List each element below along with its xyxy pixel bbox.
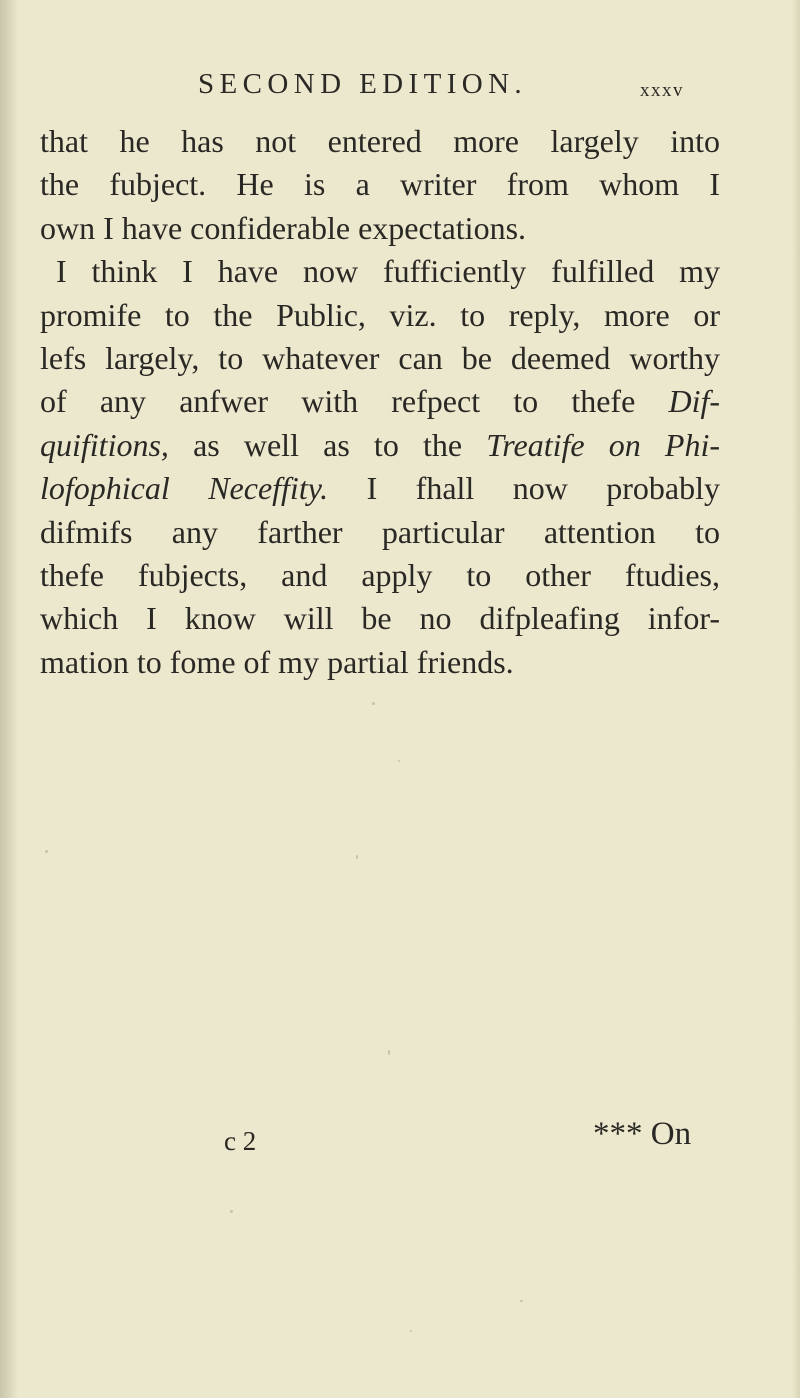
- page-edge: [792, 0, 800, 1398]
- text-line-8: [40, 424, 720, 467]
- italic-title-disquisitions-end: quifitions,: [40, 426, 169, 463]
- text-line-7: [40, 380, 720, 423]
- text-line-7-roman: of any anfwer with refpect to thefe: [40, 383, 636, 420]
- text-line-4: I think I have now fufficiently fulfilled my: [56, 253, 720, 290]
- text-line-2: the fubject. He is a writer from whom I: [40, 166, 720, 203]
- text-line-11: thefe fubjects, and apply to other ftudies,: [40, 556, 720, 593]
- running-head: [0, 68, 800, 108]
- text-line-5: promife to the Public, viz. to reply, more or: [40, 296, 720, 333]
- body-paragraphs: [40, 120, 720, 684]
- text-line-1: that he has not entered more largely into: [40, 123, 720, 159]
- italic-title-treatise-start: Treatife on Phi-: [486, 426, 721, 463]
- text-line-10: difmifs any farther particular attention to: [40, 513, 720, 550]
- italic-title-disquisitions-start: Dif-: [668, 383, 721, 420]
- text-line-13: mation to fome of my partial friends.: [40, 643, 514, 680]
- page-number: xxxv: [640, 80, 684, 101]
- italic-title-treatise-end: lofophical Neceffity.: [40, 470, 329, 507]
- page-gutter-shadow: [0, 0, 18, 1398]
- text-line-8-roman: as well as to the: [193, 426, 463, 463]
- running-head-title: SECOND EDITION.: [198, 68, 528, 100]
- text-line-6: lefs largely, to whatever can be deemed worthy: [40, 339, 720, 376]
- text-line-12: which I know will be no difpleafing infor-: [40, 600, 720, 637]
- text-line-9-roman: I fhall now probably: [366, 470, 721, 507]
- text-line-3: own I have confiderable expectations.: [40, 209, 527, 246]
- catchword: *** On: [593, 1116, 692, 1152]
- text-line-9: [40, 467, 720, 510]
- signature-mark: c 2: [224, 1126, 257, 1156]
